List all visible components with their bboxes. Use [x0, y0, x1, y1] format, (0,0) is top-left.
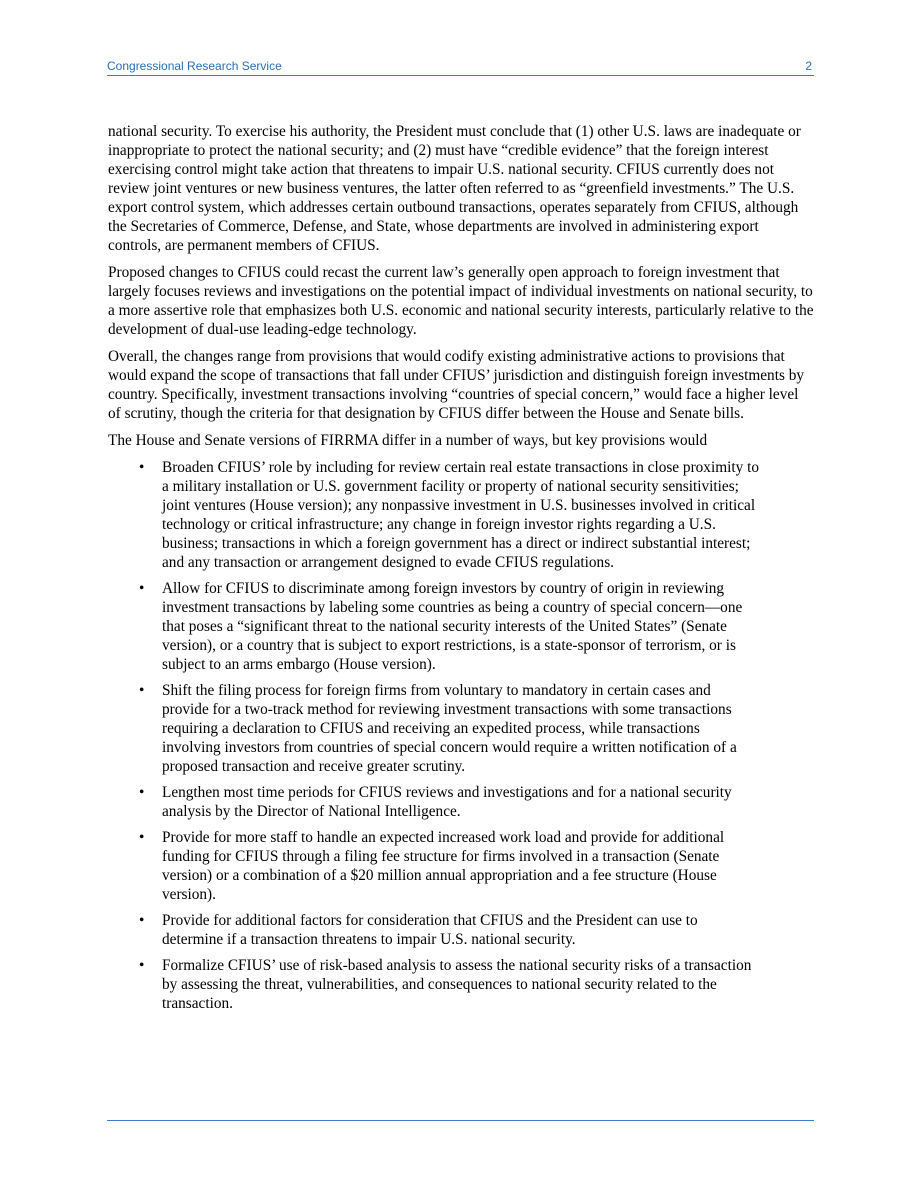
list-item-text: Shift the filing process for foreign firms from voluntary to mandatory in certain cases and provide for a two-track method for reviewing investment transactions with some transactions requiring a declaration to CFIUS and receiving an expedited process, while transactions involving investors from countries of special concern would require a written notification of a proposed transaction and receive greater scrutiny. — [162, 682, 737, 775]
bullet-icon: • — [139, 957, 145, 974]
list-item — [108, 579, 759, 674]
body-paragraph: Proposed changes to CFIUS could recast the current law’s generally open approach to foreign investment that largely focuses reviews and investigations on the potential impact of individual investments on national security, to a more assertive role that emphasizes both U.S. economic and national security interests, particularly relative to the development of dual-use leading-edge technology. — [108, 264, 814, 338]
list-item-text: Provide for more staff to handle an expected increased work load and provide for additional funding for CFIUS through a filing fee structure for firms involved in a transaction (Senate version) or a combination of a $20 million annual appropriation and a fee structure (House version). — [162, 829, 725, 903]
body-paragraph: national security. To exercise his authority, the President must conclude that (1) other U.S. laws are inadequate or inappropriate to protect the national security; and (2) must have “credible evidence” that the foreign interest exercising control might take action that threatens to impair U.S. national security. CFIUS currently does not review joint ventures or new business ventures, the latter often referred to as “greenfield investments.” The U.S. export control system, which addresses certain outbound transactions, operates separately from CFIUS, although the Secretaries of Commerce, Defense, and State, whose departments are involved in administering export controls, are permanent members of CFIUS. — [108, 123, 801, 254]
list-item — [108, 956, 759, 1013]
header-org-name: Congressional Research Service — [107, 59, 282, 73]
bullet-icon: • — [139, 829, 145, 846]
bullet-icon: • — [139, 682, 145, 699]
list-item-text: Formalize CFIUS’ use of risk-based analysis to assess the national security risks of a transaction by assessing the threat, vulnerabilities, and consequences to national security related to the transaction. — [162, 957, 752, 1012]
footer-divider — [107, 1120, 814, 1121]
document-body — [108, 122, 814, 1020]
page-number: 2 — [805, 59, 812, 73]
list-item — [108, 458, 759, 572]
list-item-text: Lengthen most time periods for CFIUS reviews and investigations and for a national security analysis by the Director of National Intelligence. — [162, 784, 732, 820]
body-paragraph: The House and Senate versions of FIRRMA differ in a number of ways, but key provisions would — [108, 432, 708, 449]
bullet-icon: • — [139, 784, 145, 801]
bullet-icon: • — [139, 580, 145, 597]
list-item — [108, 783, 759, 821]
body-paragraph: Overall, the changes range from provisions that would codify existing administrative actions to provisions that would expand the scope of transactions that fall under CFIUS’ jurisdiction and distinguish foreign investments by country. Specifically, investment transactions involving “countries of special concern,” would face a higher level of scrutiny, though the criteria for that designation by CFIUS differ between the House and Senate bills. — [108, 348, 805, 422]
bullet-icon: • — [139, 912, 145, 929]
list-item-text: Provide for additional factors for consideration that CFIUS and the President can use to determine if a transaction threatens to impair U.S. national security. — [162, 912, 698, 948]
list-item — [108, 828, 759, 904]
page-header — [107, 58, 814, 76]
list-item-text: Broaden CFIUS’ role by including for review certain real estate transactions in close proximity to a military installation or U.S. government facility or property of national security sensitivities; joint ventures (House version); any nonpassive investment in U.S. businesses involved in critical technology or critical infrastructure; any change in foreign investor rights regarding a U.S. business; transactions in which a foreign government has a direct or indirect substantial interest; and any transaction or arrangement designed to evade CFIUS regulations. — [162, 459, 759, 571]
key-provisions-list — [108, 458, 814, 1013]
list-item — [108, 911, 759, 949]
list-item-text: Allow for CFIUS to discriminate among foreign investors by country of origin in reviewing investment transactions by labeling some countries as being a country of special concern—one that poses a “significant threat to the national security interests of the United States” (Senate version), or a country that is subject to export restrictions, is a state-sponsor of terrorism, or is subject to an arms embargo (House version). — [162, 580, 743, 673]
list-item — [108, 681, 759, 776]
bullet-icon: • — [139, 459, 145, 476]
